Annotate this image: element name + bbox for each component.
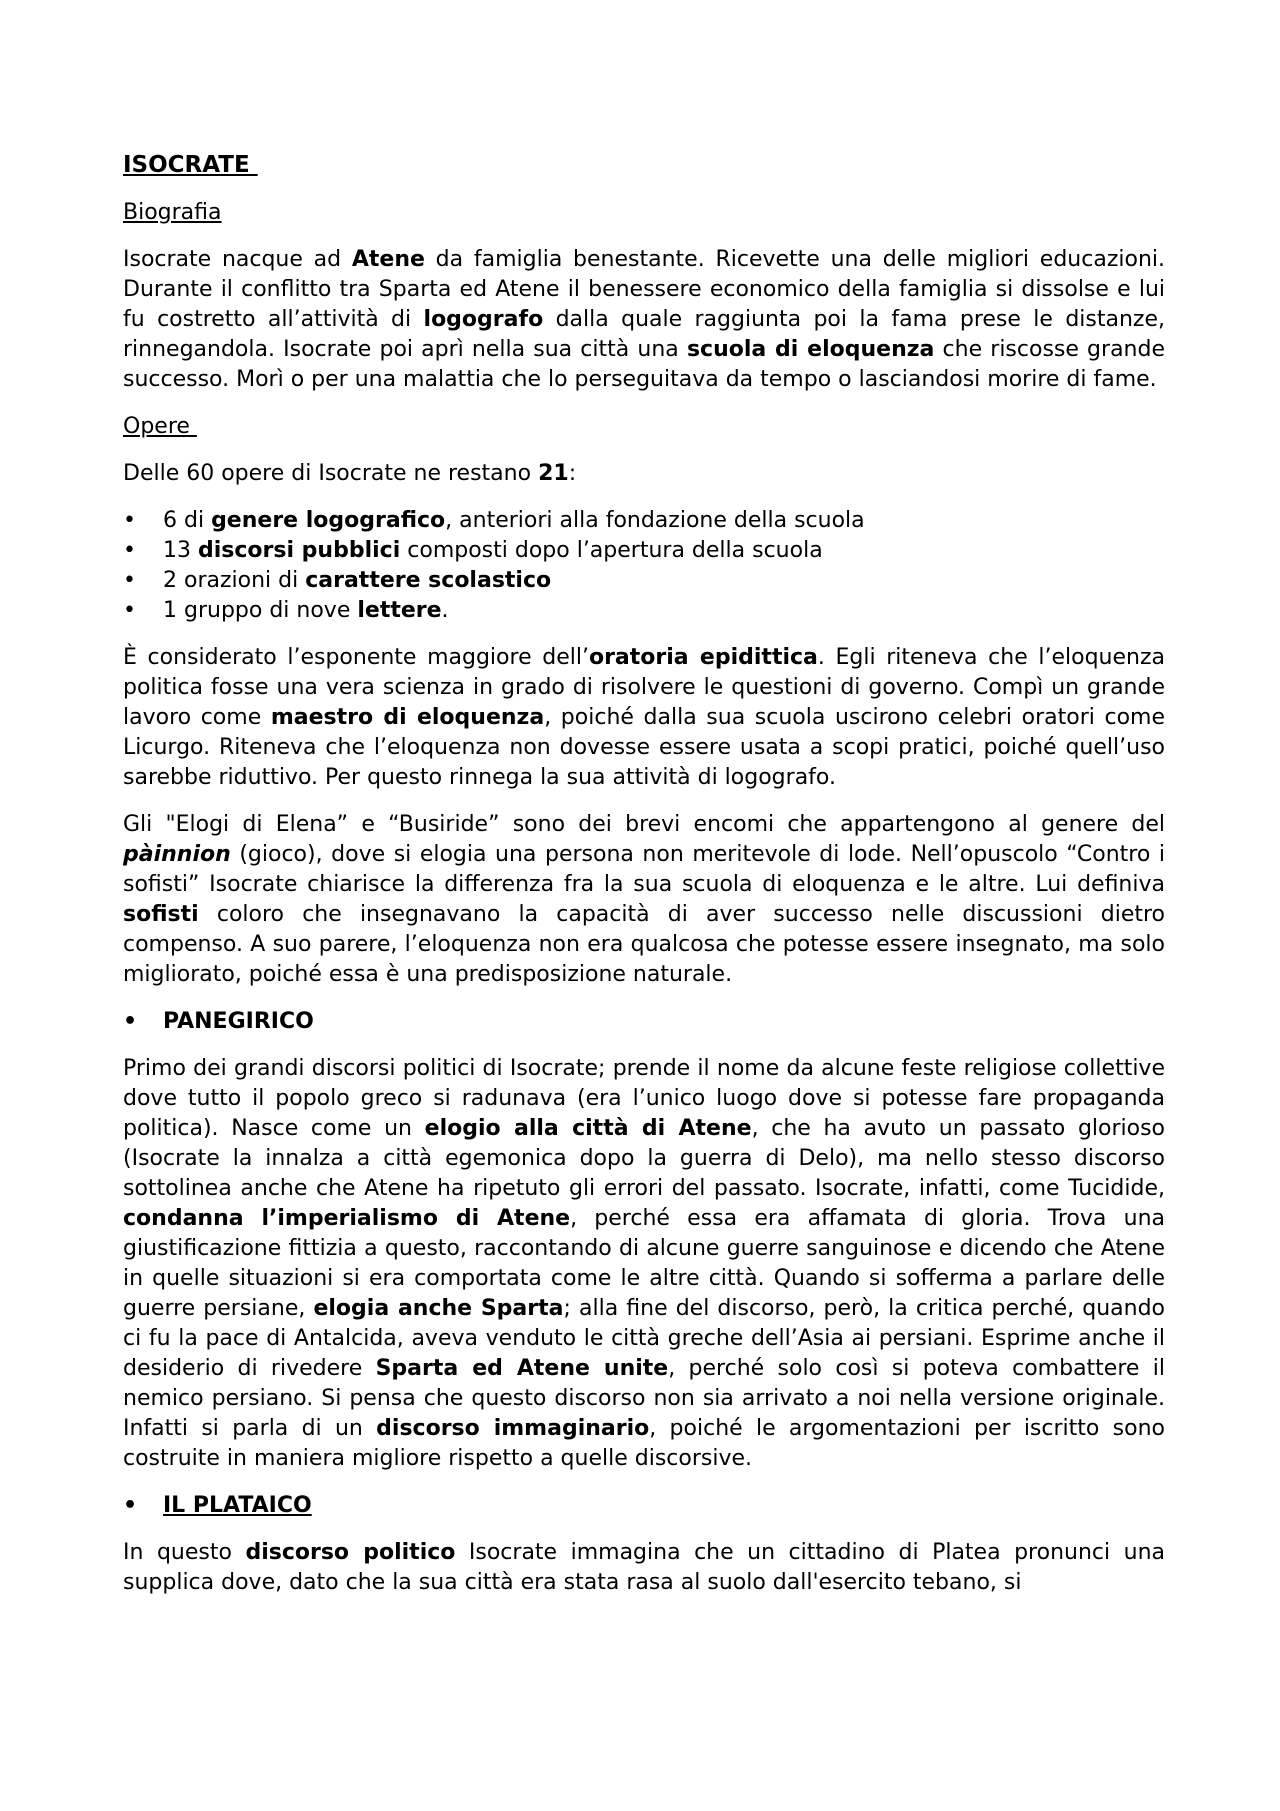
bold-run: Atene [351, 247, 425, 272]
text-run: ; alla fine del discorso, però, la critica perché, quando ci fu la pace di Antalcida, aveva venduto le città greche dell’Asia ai persiani. Esprime anche il desiderio di rivedere [123, 1296, 1165, 1381]
bold-italic-run: pàinnion [123, 842, 231, 867]
bold-run: condanna l’imperialismo di Atene [123, 1206, 571, 1231]
bold-run: sofisti [123, 902, 199, 927]
text-run: , poiché dalla sua scuola uscirono celebri oratori come Licurgo. Riteneva che l’eloquenza non dovesse essere usata a scopi pratici, poiché quell’uso sarebbe riduttivo. Per questo rinnega la sua attività di logografo. [123, 705, 1166, 790]
panegirico-paragraph [123, 1054, 1165, 1474]
panegirico-heading [123, 1007, 1165, 1037]
plataico-paragraph [123, 1538, 1165, 1598]
bold-run: elogia anche Sparta [313, 1296, 564, 1321]
biografia-heading: Biografia [123, 200, 222, 225]
opere-list [123, 506, 1165, 626]
text-run: Primo dei grandi discorsi politici di Isocrate; prende il nome da alcune feste religiose collettive dove tutto il popolo greco si radunava (era l’unico luogo dove si potesse fare propaganda politica). Nasce come un [123, 1056, 1165, 1141]
bullet-icon: • [123, 508, 136, 533]
biografia-paragraph [123, 245, 1165, 395]
opere-paragraph-elogi [123, 810, 1165, 990]
bold-run: discorsi pubblici [198, 538, 401, 563]
opere-heading: Opere [123, 414, 197, 439]
list-item [123, 506, 1165, 536]
text-run: 2 orazioni di [163, 568, 306, 593]
list-item [123, 596, 1165, 626]
text-run: 13 [163, 538, 198, 563]
document-title: ISOCRATE [123, 152, 258, 178]
bold-run: maestro di eloquenza [270, 705, 545, 730]
text-run: dalla quale raggiunta poi la fama prese le distanze, rinnegandola. Isocrate poi aprì nella sua città una [123, 307, 1165, 362]
text-run: . Egli riteneva che l’eloquenza politica fosse una vera scienza in grado di risolvere le questioni di governo. Compì un grande lavoro come [123, 645, 1165, 730]
text-run: composti dopo l’apertura della scuola [400, 538, 823, 563]
bullet-icon: • [123, 598, 136, 623]
bold-run: oratoria epidittica [588, 645, 818, 670]
text-run: . [441, 598, 449, 623]
opere-intro [123, 459, 1165, 489]
bullet-icon: • [123, 1009, 138, 1034]
text-run: , perché essa era affamata di gloria. Trova una giustificazione fittizia a questo, raccontando di alcune guerre sanguinose e dicendo che Atene in quelle situazioni si era comportata come le altre città. Quando si sofferma a parlare delle guerre persiane, [123, 1206, 1165, 1321]
plataico-heading [123, 1491, 1165, 1521]
section-title: IL PLATAICO [163, 1493, 312, 1518]
text-run: (gioco), dove si elogia una persona non meritevole di lode. Nell’opuscolo “Contro i sofisti” Isocrate chiarisce la differenza fra la sua scuola di eloquenza e le altre. Lui definiva [123, 842, 1165, 897]
bold-run: Sparta ed Atene unite [375, 1356, 669, 1381]
text-run: Isocrate immagina che un cittadino di Platea pronunci una supplica dove, dato che la sua città era stata rasa al suolo dall'esercito tebano, si [123, 1540, 1165, 1595]
bullet-icon: • [123, 538, 136, 563]
bold-run: discorso politico [245, 1540, 456, 1565]
document-page [123, 150, 1165, 1615]
text-run: coloro che insegnavano la capacità di aver successo nelle discussioni dietro compenso. A suo parere, l’eloquenza non era qualcosa che potesse essere insegnato, ma solo migliorato, poiché essa è una predisposizione naturale. [123, 902, 1165, 987]
text-run: , anteriori alla fondazione della scuola [445, 508, 865, 533]
text-run: 1 gruppo di nove [163, 598, 358, 623]
text-run: Isocrate nacque ad [123, 247, 352, 272]
bold-run: logografo [423, 307, 544, 332]
list-item [123, 536, 1165, 566]
bullet-icon: • [123, 568, 136, 593]
text-run: È considerato l’esponente maggiore dell’ [123, 645, 589, 670]
bold-run: scuola di eloquenza [686, 337, 935, 362]
text-run: : [568, 461, 577, 486]
bold-run: carattere scolastico [305, 568, 552, 593]
bold-run: 21 [538, 461, 569, 486]
bold-run: elogio alla città di Atene [424, 1116, 752, 1141]
bold-run: discorso immaginario [376, 1416, 650, 1441]
section-title: PANEGIRICO [163, 1009, 314, 1034]
text-run: da famiglia benestante. Ricevette una delle migliori educazioni. Durante il conflitto tra Sparta ed Atene il benessere economico della famiglia si dissolse e lui fu costretto all’attività di [123, 247, 1165, 332]
bullet-icon: • [123, 1493, 138, 1518]
text-run: , poiché le argomentazioni per iscritto sono costruite in maniera migliore rispetto a quelle discorsive. [123, 1416, 1165, 1471]
text-run: 6 di [163, 508, 212, 533]
text-run: , che ha avuto un passato glorioso (Isocrate la innalza a città egemonica dopo la guerra di Delo), ma nello stesso discorso sottolinea anche che Atene ha ripetuto gli errori del passato. Isocrate, infatti, come Tucidide, [123, 1116, 1166, 1201]
bold-run: genere logografico [211, 508, 446, 533]
text-run: Gli "Elogi di Elena” e “Busiride” sono dei brevi encomi che appartengono al genere del [123, 812, 1165, 837]
list-item [123, 566, 1165, 596]
text-run: , perché solo così si poteva combattere il nemico persiano. Si pensa che questo discorso non sia arrivato a noi nella versione originale. Infatti si parla di un [123, 1356, 1165, 1441]
text-run: che riscosse grande successo. Morì o per una malattia che lo perseguitava da tempo o lasciandosi morire di fame. [123, 337, 1165, 392]
text-run: In questo [123, 1540, 246, 1565]
opere-paragraph-oratoria [123, 643, 1165, 793]
text-run: Delle 60 opere di Isocrate ne restano [123, 461, 539, 486]
bold-run: lettere [357, 598, 442, 623]
